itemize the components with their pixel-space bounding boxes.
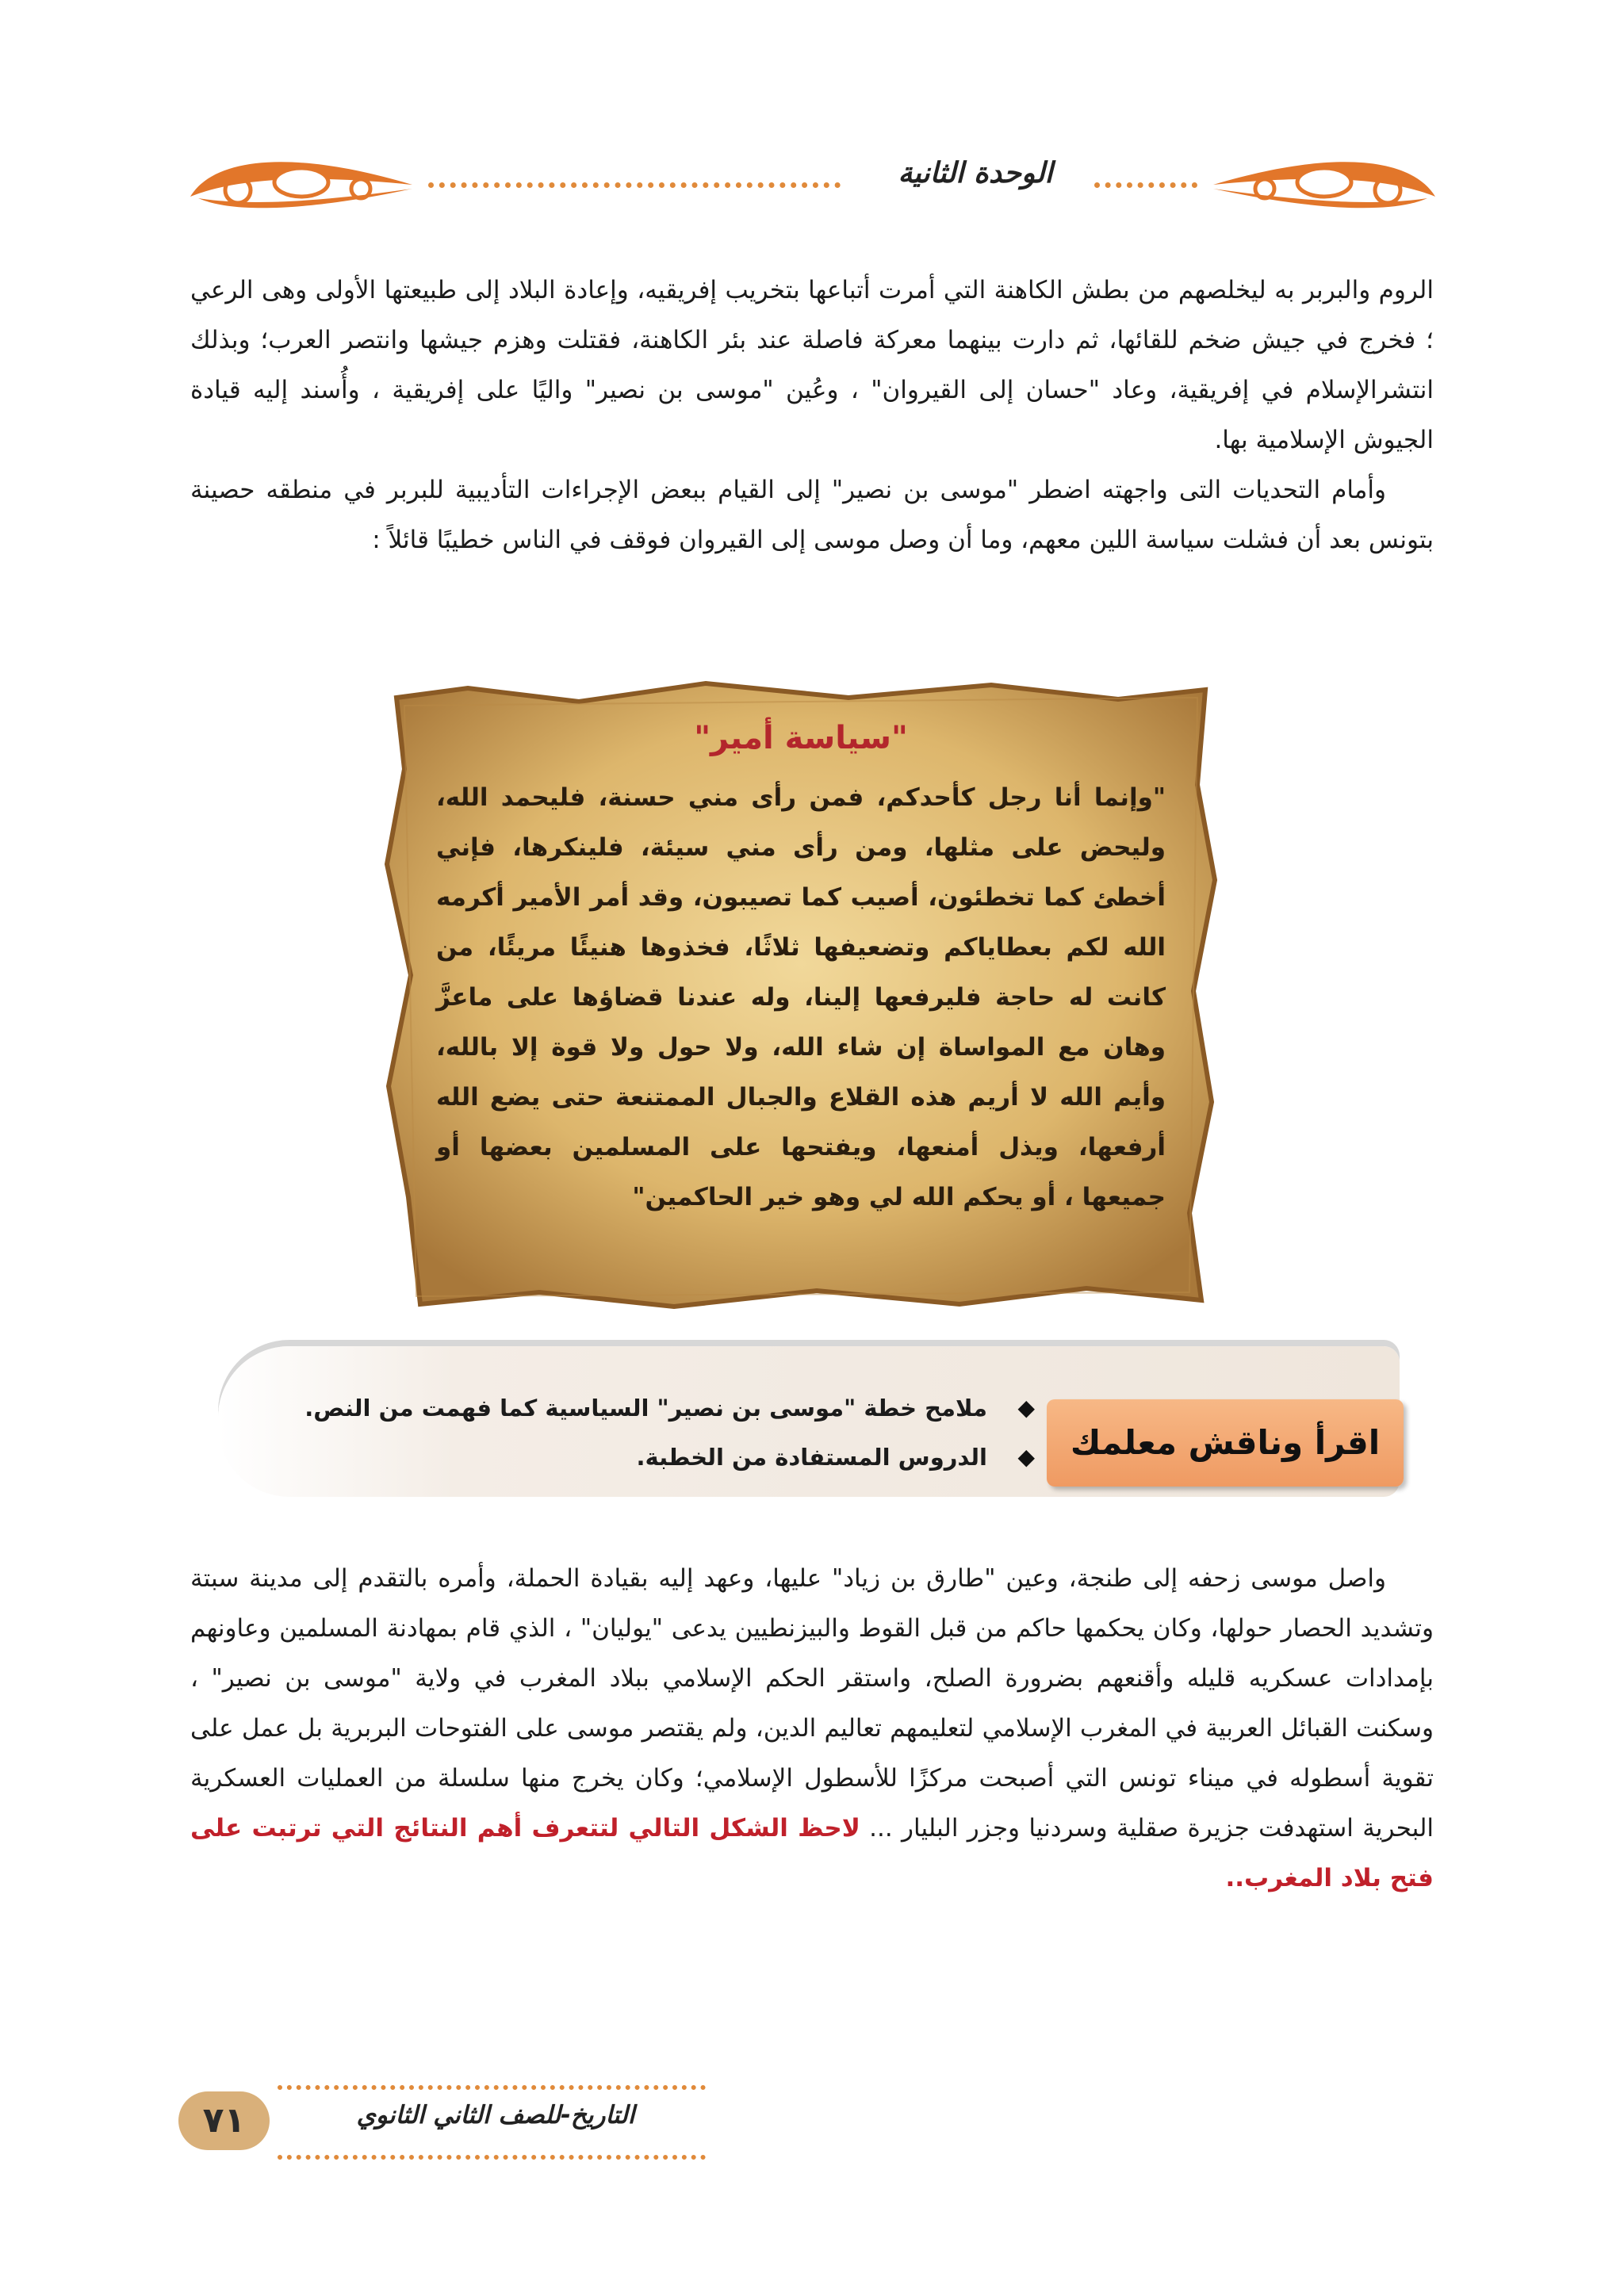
paragraph: الروم والبربر به ليخلصهم من بطش الكاهنة التي أمرت أتباعها بتخريب إفريقيه، وإعادة البلاد إلى طبيعتها الأولى وهى الرعي ؛ فخرج في جيش ضخم للقائها، ثم دارت بينهما معركة فاصلة عند بئر الكاهنة، فقتلت وهزم جيشها وانتصر العرب؛ وبذلك انتشرالإسلام في إفريقية، وعاد "حسان إلى القيروان" ، وعُين "موسى بن نصير" واليًا على إفريقية ، وأُسند إليه قيادة الجيوش الإسلامية بها. bbox=[190, 276, 1434, 454]
body-text-bottom bbox=[190, 1554, 1434, 1904]
page-header bbox=[182, 141, 1443, 228]
read-and-discuss-label: اقرأ وناقش معلمك bbox=[1047, 1399, 1404, 1487]
paragraph-text: واصل موسى زحفه إلى طنجة، وعين "طارق بن زياد" عليها، وعهد إليه بقيادة الحملة، وأمره بالتقدم إلى مدينة سبتة وتشديد الحصار حولها، وكان يحكمها حاكم من قبل القوط والبيزنطيين يدعى "يوليان" ، الذي قام بمهادنة المسلمين وعاونهم بإمدادات عسكريه قليله وأقنعهم بضرورة الصلح، واستقر الحكم الإسلامي ببلاد المغرب في ولاية "موسى بن نصير" ، وسكنت القبائل العربية في المغرب الإسلامي لتعليمهم تعاليم الدين، ولم يقتصر موسى على الفتوحات البربرية بل عمل على تقوية أسطوله في ميناء تونس التي أصبحت مركزًا للأسطول الإسلامي؛ وكان يخرج منها سلسلة من العمليات العسكرية البحرية استهدفت جزيرة صقلية وسردنيا وجزر البليار ... bbox=[190, 1564, 1434, 1843]
bullet-text: الدروس المستفادة من الخطبة. bbox=[636, 1444, 987, 1471]
quote-text: "وإنما أنا رجل كأحدكم، فمن رأى مني حسنة، فليحمد الله، وليحض على مثلها، ومن رأى مني سيئة، فلينكرها، فإني أخطئ كما تخطئون، أصيب كما تصيبون، وقد أمر الأمير أكرمه الله لكم بعطاياكم وتضعيفها ثلاثًا، فخذوها هنيئًا مريئًا، من كانت له حاجة فليرفعها إلينا، وله عندنا قضاؤها على ماعزَّ وهان مع المواساة إن شاء الله، ولا حول ولا قوة إلا بالله، وأيم الله لا أريم هذه القلاع والجبال الممتنعة حتى يضع الله أرفعها، ويذل أمنعها، ويفتحها على المسلمين بعضها أو جميعها ، أو يحكم الله لي وهو خير الحاكمين" bbox=[436, 783, 1166, 1211]
bullet-text: ملامح خطة "موسى بن نصير" السياسية كما فهمت من النص. bbox=[304, 1395, 987, 1422]
read-and-discuss-box bbox=[218, 1332, 1423, 1514]
paragraph: وأمام التحديات التى واجهته اضطر "موسى بن نصير" إلى القيام ببعض الإجراءات التأديبية للبربر في منطقه حصينة بتونس بعد أن فشلت سياسة اللين معهم، وما أن وصل موسى إلى القيروان فوقف في الناس خطيبًا قائلاً : bbox=[190, 476, 1434, 554]
parchment-quote-box bbox=[373, 674, 1229, 1316]
discussion-points bbox=[282, 1383, 1035, 1482]
page-number: ٧١ bbox=[178, 2091, 270, 2150]
footer-dotted-line-bottom bbox=[278, 2155, 706, 2160]
list-item bbox=[282, 1383, 1035, 1433]
header-dotted-line-left bbox=[428, 182, 841, 188]
diamond-bullet-icon: ◆ bbox=[1017, 1395, 1035, 1421]
header-ornament-right bbox=[1205, 149, 1443, 220]
unit-title: الوحدة الثانية bbox=[898, 157, 1053, 189]
header-dotted-line-right bbox=[1094, 182, 1197, 188]
page-footer bbox=[170, 2061, 726, 2156]
footer-dotted-line-top bbox=[278, 2085, 706, 2090]
highlight-instruction: لاحظ الشكل التالي لتتعرف أهم النتائج التي ترتبت على فتح بلاد المغرب.. bbox=[190, 1814, 1434, 1892]
parchment-title: "سياسة أمير" bbox=[694, 720, 908, 756]
list-item bbox=[282, 1433, 1035, 1482]
body-text-top bbox=[190, 266, 1434, 565]
book-title: التاريخ-للصف الثاني الثانوي bbox=[356, 2101, 635, 2130]
header-ornament-left bbox=[182, 149, 420, 220]
paragraph bbox=[190, 1554, 1434, 1904]
diamond-bullet-icon: ◆ bbox=[1017, 1444, 1035, 1470]
